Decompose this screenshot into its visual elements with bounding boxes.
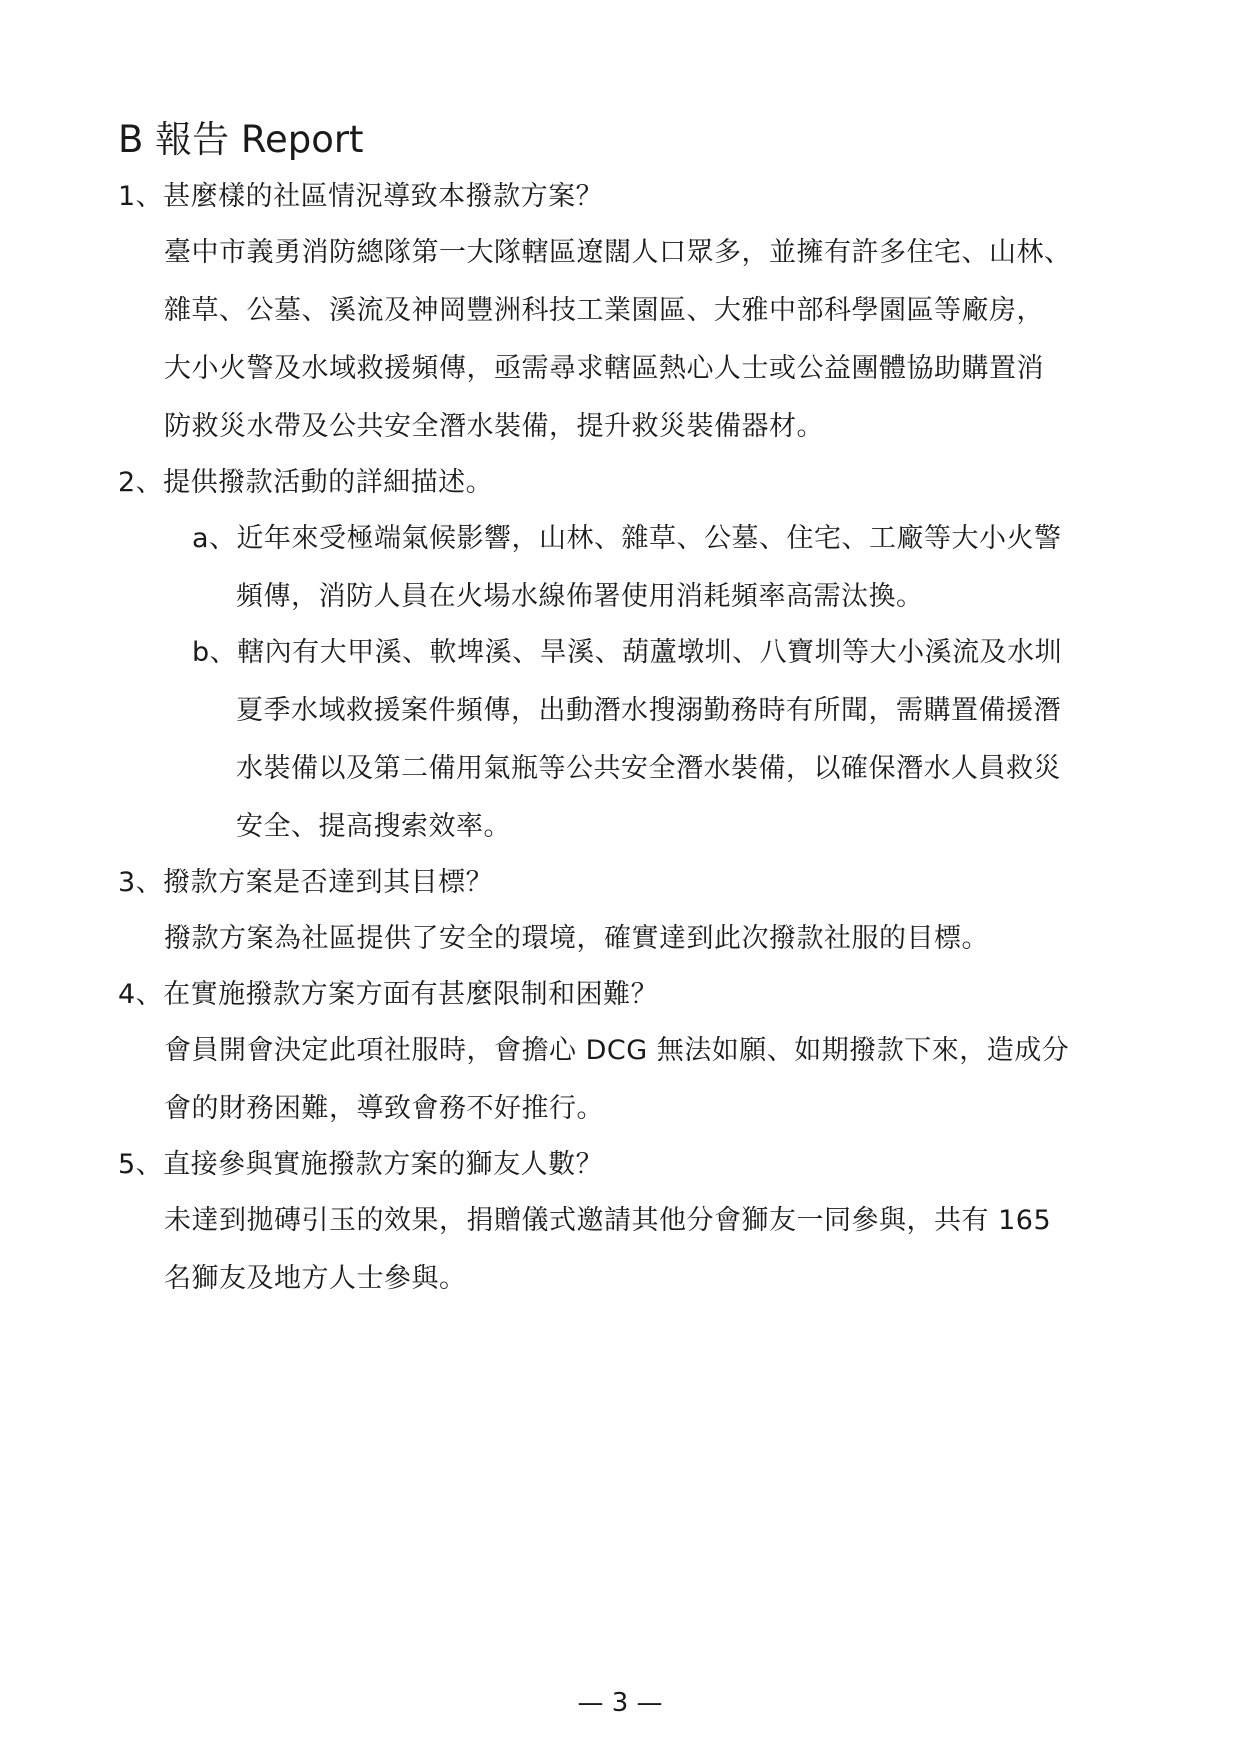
section-title: B 報告 Report bbox=[118, 118, 364, 161]
question-3: 3、撥款方案是否達到其目標？ bbox=[118, 867, 494, 898]
answer-5-line-1: 未達到拋磚引玉的效果，捐贈儀式邀請其他分會獅友一同參與，共有 165 bbox=[164, 1205, 1052, 1236]
item-b-line-1: b、轄內有大甲溪、軟埤溪、旱溪、葫蘆墩圳、八寶圳等大小溪流及水圳 bbox=[192, 637, 1063, 668]
item-b-line-2: 夏季水域救援案件頻傳，出動潛水搜溺勤務時有所聞，需購置備援潛 bbox=[236, 695, 1061, 726]
question-4: 4、在實施撥款方案方面有甚麼限制和困難？ bbox=[118, 979, 659, 1010]
answer-4-line-2: 會的財務困難，導致會務不好推行。 bbox=[164, 1093, 604, 1124]
answer-1-line-4: 防救災水帶及公共安全潛水裝備，提升救災裝備器材。 bbox=[164, 411, 824, 442]
answer-5-line-2: 名獅友及地方人士參與。 bbox=[164, 1263, 467, 1294]
answer-3-line-1: 撥款方案為社區提供了安全的環境，確實達到此次撥款社服的目標。 bbox=[164, 923, 989, 954]
item-a-line-1: a、近年來受極端氣候影響，山林、雜草、公墓、住宅、工廠等大小火警 bbox=[192, 523, 1062, 554]
question-1: 1、甚麼樣的社區情況導致本撥款方案？ bbox=[118, 181, 604, 212]
page-number: — 3 — bbox=[577, 1688, 663, 1718]
item-a-line-2: 頻傳，消防人員在火場水線佈署使用消耗頻率高需汰換。 bbox=[236, 581, 924, 612]
answer-1-line-2: 雜草、公墓、溪流及神岡豐洲科技工業園區、大雅中部科學園區等廠房， bbox=[164, 295, 1044, 326]
item-b-line-3: 水裝備以及第二備用氣瓶等公共安全潛水裝備，以確保潛水人員救災 bbox=[236, 753, 1061, 784]
question-5: 5、直接參與實施撥款方案的獅友人數？ bbox=[118, 1149, 604, 1180]
answer-1-line-3: 大小火警及水域救援頻傳，亟需尋求轄區熱心人士或公益團體協助購置消 bbox=[164, 353, 1044, 384]
answer-4-line-1: 會員開會決定此項社服時，會擔心 DCG 無法如願、如期撥款下來，造成分 bbox=[164, 1035, 1070, 1066]
answer-1-line-1: 臺中市義勇消防總隊第一大隊轄區遼闊人口眾多，並擁有許多住宅、山林、 bbox=[164, 237, 1072, 268]
question-2: 2、提供撥款活動的詳細描述。 bbox=[118, 467, 494, 498]
item-b-line-4: 安全、提高搜索效率。 bbox=[236, 811, 511, 842]
